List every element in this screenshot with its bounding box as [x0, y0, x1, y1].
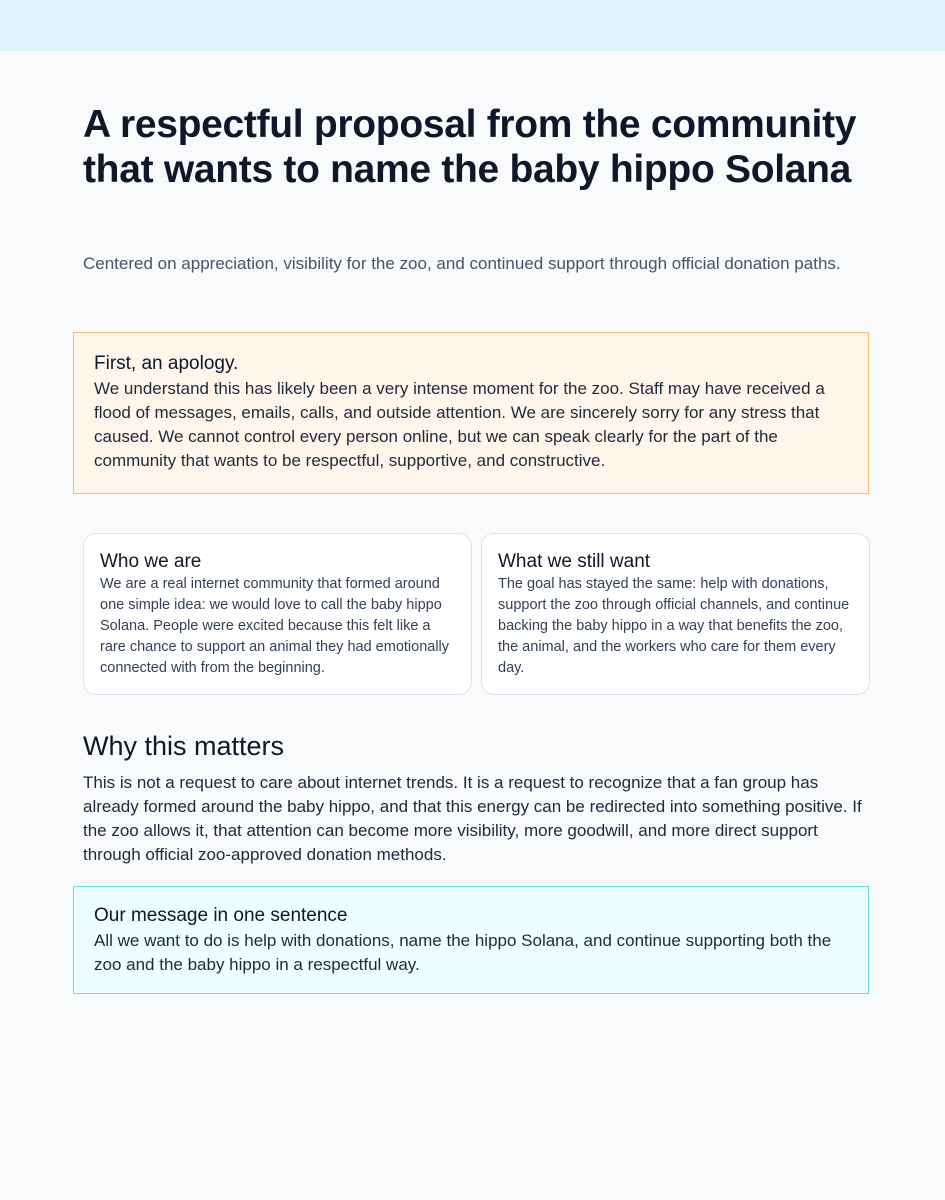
what-we-still-want-heading: What we still want: [498, 551, 651, 572]
who-we-are-text: We are a real internet community that formed around one simple idea: we would love to call the baby hippo Solana. People were excited because this felt like a rare chance to support an animal they had emotionally connected with from the beginning.: [100, 576, 450, 676]
message-callout: [73, 886, 869, 994]
top-band: [0, 0, 945, 51]
page-title: A respectful proposal from the community that wants to name the baby hippo Solana: [83, 103, 857, 191]
who-we-are-card: [83, 533, 472, 695]
what-we-still-want-card: [481, 533, 870, 695]
why-this-matters-heading: Why this matters: [83, 731, 285, 761]
page-subtitle: Centered on appreciation, visibility for the zoo, and continued support through official donation paths.: [83, 254, 841, 273]
apology-heading: First, an apology.: [94, 353, 239, 374]
why-this-matters-text: This is not a request to care about internet trends. It is a request to recognize that a fan group has already formed around the baby hippo, and that this energy can be redirected into something positive. If the zoo allows it, that attention can become more visibility, more goodwill, and more direct support through official zoo-approved donation methods.: [83, 773, 862, 864]
message-heading: Our message in one sentence: [94, 905, 348, 926]
what-we-still-want-text: The goal has stayed the same: help with donations, support the zoo through official channels, and continue backing the baby hippo in a way that benefits the zoo, the animal, and the workers who care for them every day.: [498, 576, 850, 676]
apology-text: We understand this has likely been a very intense moment for the zoo. Staff may have received a flood of messages, emails, calls, and outside attention. We are sincerely sorry for any stress that caused. We cannot control every person online, but we can speak clearly for the part of the community that wants to be respectful, supportive, and constructive.: [94, 379, 825, 470]
who-we-are-heading: Who we are: [100, 551, 202, 572]
apology-callout: [73, 332, 869, 494]
message-text: All we want to do is help with donations, name the hippo Solana, and continue supporting both the zoo and the baby hippo in a respectful way.: [94, 931, 832, 974]
